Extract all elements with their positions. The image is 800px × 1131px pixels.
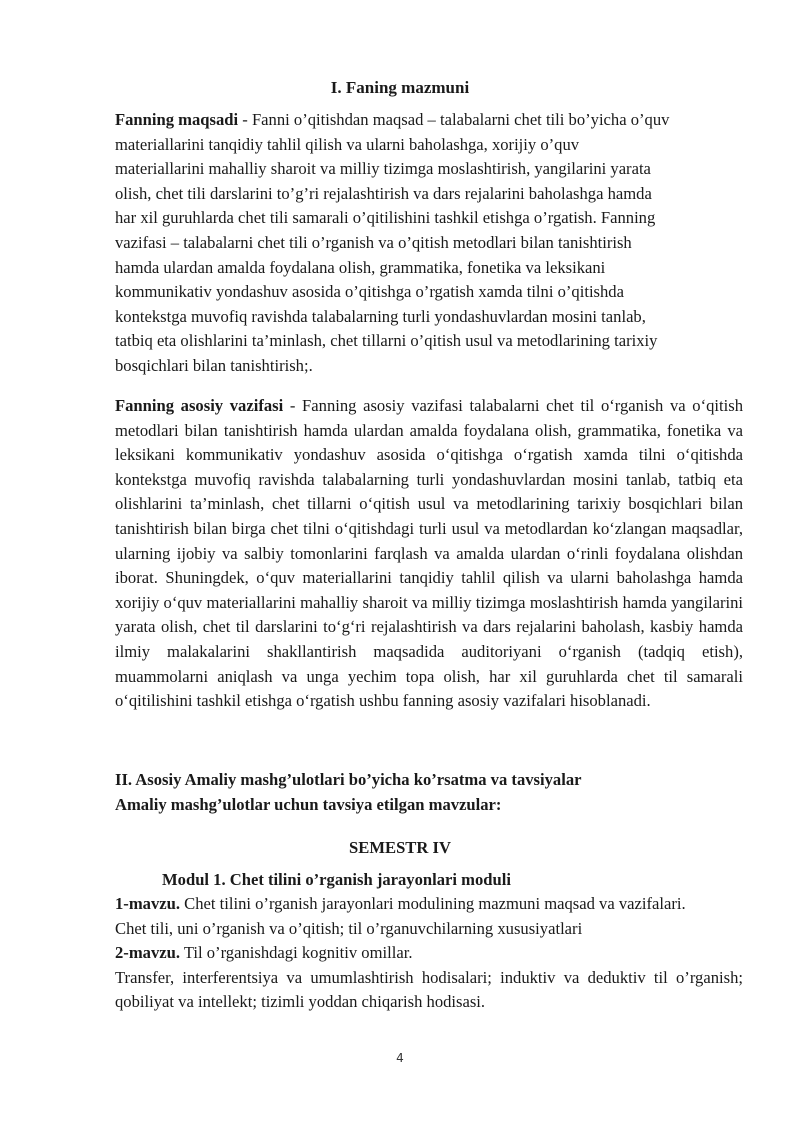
topics-list [115, 892, 743, 1015]
topic-title: Chet tilini o’rganish jarayonlari modulining mazmuni maqsad va vazifalari. [179, 894, 686, 913]
page-number: 4 [396, 1051, 404, 1065]
goal-line: vazifasi – talabalarni chet tili o’rganish va o’qitish metodlari bilan tanishtirish [115, 232, 632, 252]
goal-paragraph [115, 108, 743, 379]
topic-title: Til o’rganishdagi kognitiv omillar. [179, 943, 413, 963]
semester-heading: SEMESTR IV [349, 838, 451, 857]
section-2-heading: II. Asosiy Amaliy mashg’ulotlari bo’yicha ko’rsatma va tavsiyalar [115, 770, 582, 789]
section-2 [115, 768, 743, 817]
goal-line: olish, chet tili darslarini to’g’ri rejalashtirish va dars rejalarini baholashga hamda [115, 183, 652, 203]
goal-line: kontekstga muvofiq ravishda talabalarning turli yondashuvlardan mosini tanlab, [115, 306, 646, 326]
goal-line: bosqichlari bilan tanishtirish;. [115, 355, 313, 375]
goal-line: materiallarini tanqidiy tahlil qilish va ularni baholashga, xorijiy o’quv [115, 134, 580, 154]
topic-label: 1-mavzu. [115, 894, 180, 913]
goal-line: hamda ulardan amalda foydalana olish, grammatika, fonetika va leksikani [115, 257, 606, 277]
module-title: Modul 1. Chet tilini o’rganish jarayonlari moduli [162, 870, 511, 889]
goal-line: materiallarini mahalliy sharoit va milliy tizimga moslashtirish, yangilarini yarata [115, 159, 651, 179]
tasks-text: - Fanning asosiy vazifasi talabalarni chet til o‘rganish va o‘qitish metodlari bilan tanishtirish hamda ulardan amalda foydalana olish, grammatika, fonetika va leksikani kommunikativ yondashuv asosida o‘qitishga o‘rgatish xamda tilni o‘qitishda kontekstga muvofiq ravishda talabalarning turli yondashuvlardan mosini tanlab, tatbiq eta olishlarini ta’minlash, chet tillarni o‘qitish usul va metodlarining tarixiy bosqichlari bilan tanishtirish bilan birga chet tilni o‘qitishdagi turli usul va metodlardan ko‘zlangan maqsadlar, ularning ijobiy va salbiy tomonlarini farqlash va amalda ulardan o‘rinli foydalana olishdan iborat. Shuningdek, o‘quv materiallarini tanqidiy tahlil qilish va ularni baholashga hamda xorijiy o‘quv materiallarini mahalliy sharoit va milliy tizimga moslashtirish hamda yangilarini yarata olish, chet til darslarini to‘g‘ri rejalashtirish va dars rejalarini baholash, kasbiy hamda ilmiy malakalarini shakllantirish maqsadida auditoriyani o‘rganish (tadqiq etish), muammolarni aniqlash va unga yechim topa olish, har xil guruhlarda chet til samarali o‘qitilishini tashkil etishga o‘rgatish ushbu fanning asosiy vazifalari hisoblanadi. [115, 396, 743, 711]
goal-line: kommunikativ yondashuv asosida o’qitishga o’rgatish xamda tilni o’qitishda [115, 282, 624, 302]
tasks-paragraph [115, 394, 743, 714]
goal-line: tatbiq eta olishlarini ta’minlash, chet tillarni o’qitish usul va metodlarining tarixiy [115, 331, 658, 351]
goal-label: Fanning maqsadi [115, 110, 239, 129]
tasks-label: Fanning asosiy vazifasi [115, 396, 284, 415]
topic-label: 2-mavzu. [115, 943, 180, 963]
section-title: I. Faning mazmuni [330, 78, 470, 97]
topic-detail: Chet tili, uni o’rganish va o’qitish; til o’rganuvchilarning xususiyatlari [115, 918, 583, 938]
section-2-subheading: Amaliy mashg’ulotlar uchun tavsiya etilgan mavzular: [115, 794, 502, 814]
goal-line: Fanning maqsadi - Fanni o’qitishdan maqsad – talabalarni chet tili bo’yicha o’quv [115, 110, 670, 129]
goal-line: har xil guruhlarda chet tili samarali o’qitilishini tashkil etishga o’rgatish. Fanning [115, 208, 656, 228]
topic-detail: Transfer, interferentsiya va umumlashtirish hodisalari; induktiv va deduktiv til o’rganish; qobiliyat va intellekt; tizimli yoddan chiqarish hodisasi. [115, 967, 743, 1012]
topic-item [115, 892, 743, 917]
topic-item [115, 941, 743, 966]
